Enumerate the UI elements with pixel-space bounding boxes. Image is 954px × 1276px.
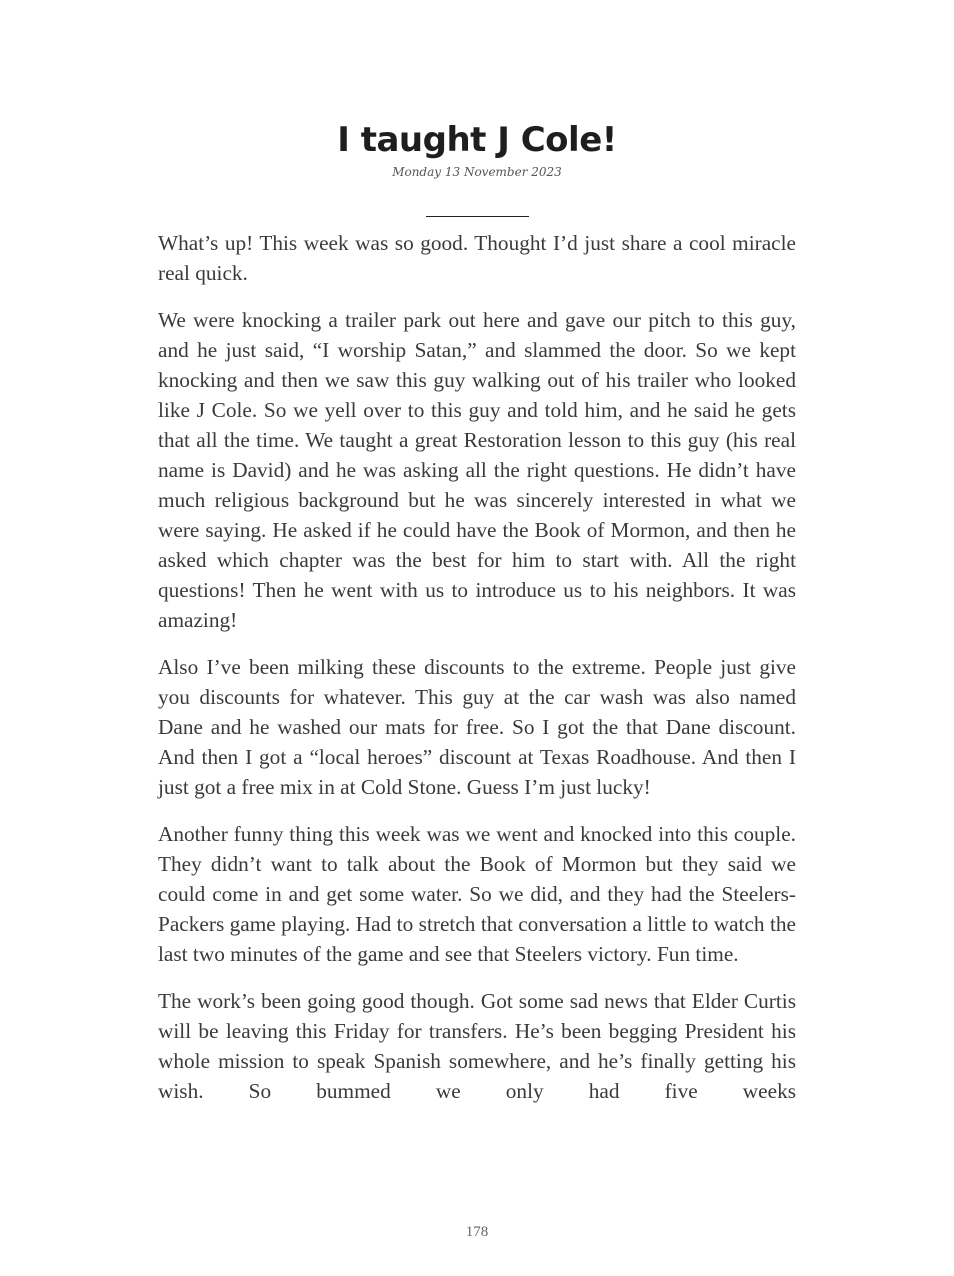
post-body	[158, 228, 796, 1106]
paragraph: Another funny thing this week was we went and knocked into this couple. They didn’t want to talk about the Book of Mormon but they said we could come in and get some water. So we did, and they had the Steelers-Packers game playing. Had to stretch that conversation a little to watch the last two minutes of the game and see that Steelers victory. Fun time.	[158, 822, 796, 966]
paragraph: Also I’ve been milking these discounts to the extreme. People just give you discounts for whatever. This guy at the car wash was also named Dane and he washed our mats for free. So I got the that Dane discount. And then I got a “local heroes” discount at Texas Roadhouse. And then I just got a free mix in at Cold Stone. Guess I’m just lucky!	[158, 655, 796, 799]
paragraph: The work’s been going good though. Got some sad news that Elder Curtis will be leaving this Friday for transfers. He’s been begging President his whole mission to speak Spanish somewhere, and he’s finally getting his wish. So bummed we only had five weeks	[158, 989, 796, 1103]
post-title: I taught J Cole!	[337, 120, 617, 160]
title-divider	[426, 216, 529, 217]
paragraph: We were knocking a trailer park out here and gave our pitch to this guy, and he just said, “I worship Satan,” and slammed the door. So we kept knocking and then we saw this guy walking out of his trailer who looked like J Cole. So we yell over to this guy and told him, and he said he gets that all the time. We taught a great Restoration lesson to this guy (his real name is David) and he was asking all the right questions. He didn’t have much religious background but he was sincerely interested in what we were saying. He asked if he could have the Book of Mormon, and then he asked which chapter was the best for him to start with. All the right questions! Then he went with us to introduce us to his neighbors. It was amazing!	[158, 308, 796, 632]
post-date: Monday 13 November 2023	[392, 165, 562, 179]
paragraph: What’s up! This week was so good. Thought I’d just share a cool miracle real quick.	[158, 231, 796, 285]
page-number: 178	[465, 1224, 489, 1240]
